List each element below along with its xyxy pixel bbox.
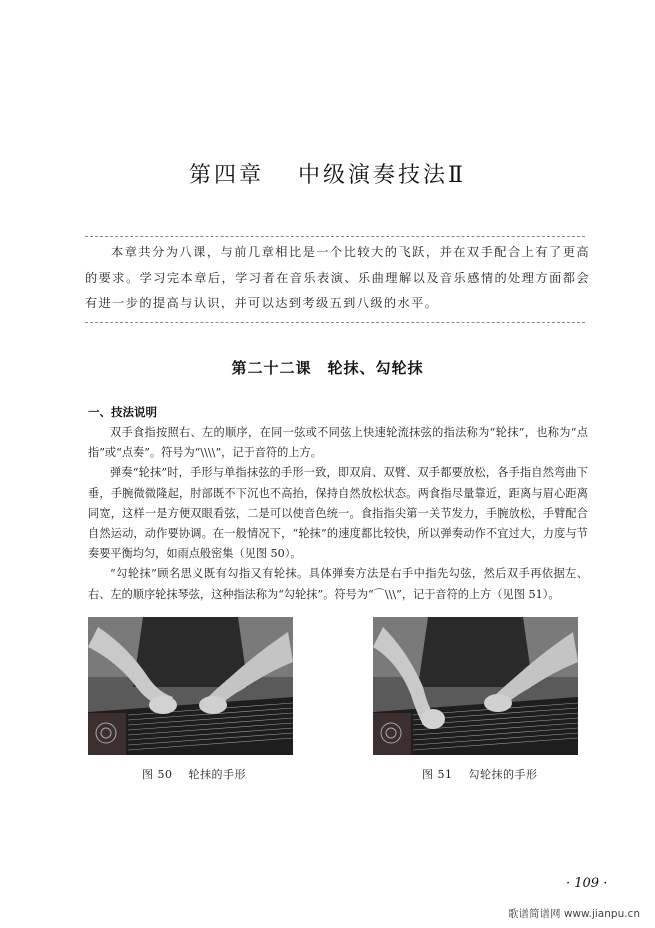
figure-51-photo	[373, 617, 578, 755]
figure-50-photo	[88, 617, 293, 755]
guzheng-hands-photo	[88, 617, 293, 755]
chapter-title	[0, 158, 655, 189]
page-number: · 109 ·	[566, 876, 608, 891]
paragraph: 双手食指按照右、左的顺序，在同一弦或不同弦上快速轮流抹弦的指法称为“轮抹”，也称为“点指”或“点奏”。符号为“\\\\”，记于音符的上方。	[88, 426, 588, 460]
watermark: 歌谱简谱网 www.jianpu.cn	[508, 908, 640, 920]
paragraph: 弹奏“轮抹”时，手形与单指抹弦的手形一致，即双肩、双臂、双手都要放松，各手指自然弯曲下垂，手腕微微隆起，肘部既不下沉也不高抬，保持自然放松状态。两食指尽量靠近，距离与眉心距离同宽，这样一是方便双眼看弦，二是可以使音色统一。食指指尖第一关节发力，手腕放松，手臂配合自然运动，动作要协调。在一般情况下，“轮抹”的速度都比较快，所以弹奏动作不宜过大，力度与节奏要平衡均匀，如雨点般密集（见图 50）。	[88, 466, 588, 561]
intro-top-rule	[85, 236, 585, 237]
lesson-title	[0, 357, 655, 378]
chapter-name: 中级演奏技法Ⅱ	[298, 163, 466, 188]
chapter-number: 第四章	[189, 163, 265, 188]
lesson-name: 轮抹、勾轮抹	[327, 359, 424, 377]
intro-bottom-rule	[85, 322, 585, 323]
figure-number: 图 50	[142, 768, 173, 781]
figure-50-caption	[142, 766, 246, 782]
figure-number: 图 51	[422, 768, 453, 781]
lesson-number: 第二十二课	[231, 359, 312, 377]
figure-51-caption	[422, 766, 538, 782]
section-heading: 一、技法说明	[88, 405, 157, 419]
figure-caption-text: 勾轮抹的手形	[468, 768, 538, 781]
figure-caption-text: 轮抹的手形	[188, 768, 246, 781]
paragraph: “勾轮抹”顾名思义既有勾指又有轮抹。具体弹奏方法是右手中指先勾弦，然后双手再依据左、右、左的顺序轮抹琴弦，这种指法称为“勾轮抹”。符号为“⌒\\\”，记于音符的上方（见图 51）。	[88, 567, 588, 601]
chapter-intro: 本章共分为八课，与前几章相比是一个比较大的飞跃，并在双手配合上有了更高的要求。学习完本章后，学习者在音乐表演、乐曲理解以及音乐感情的处理方面都会有进一步的提高与认识，并可以达到考级五到八级的水平。	[85, 245, 590, 310]
section-body	[88, 423, 588, 605]
guzheng-hands-photo	[373, 617, 578, 755]
